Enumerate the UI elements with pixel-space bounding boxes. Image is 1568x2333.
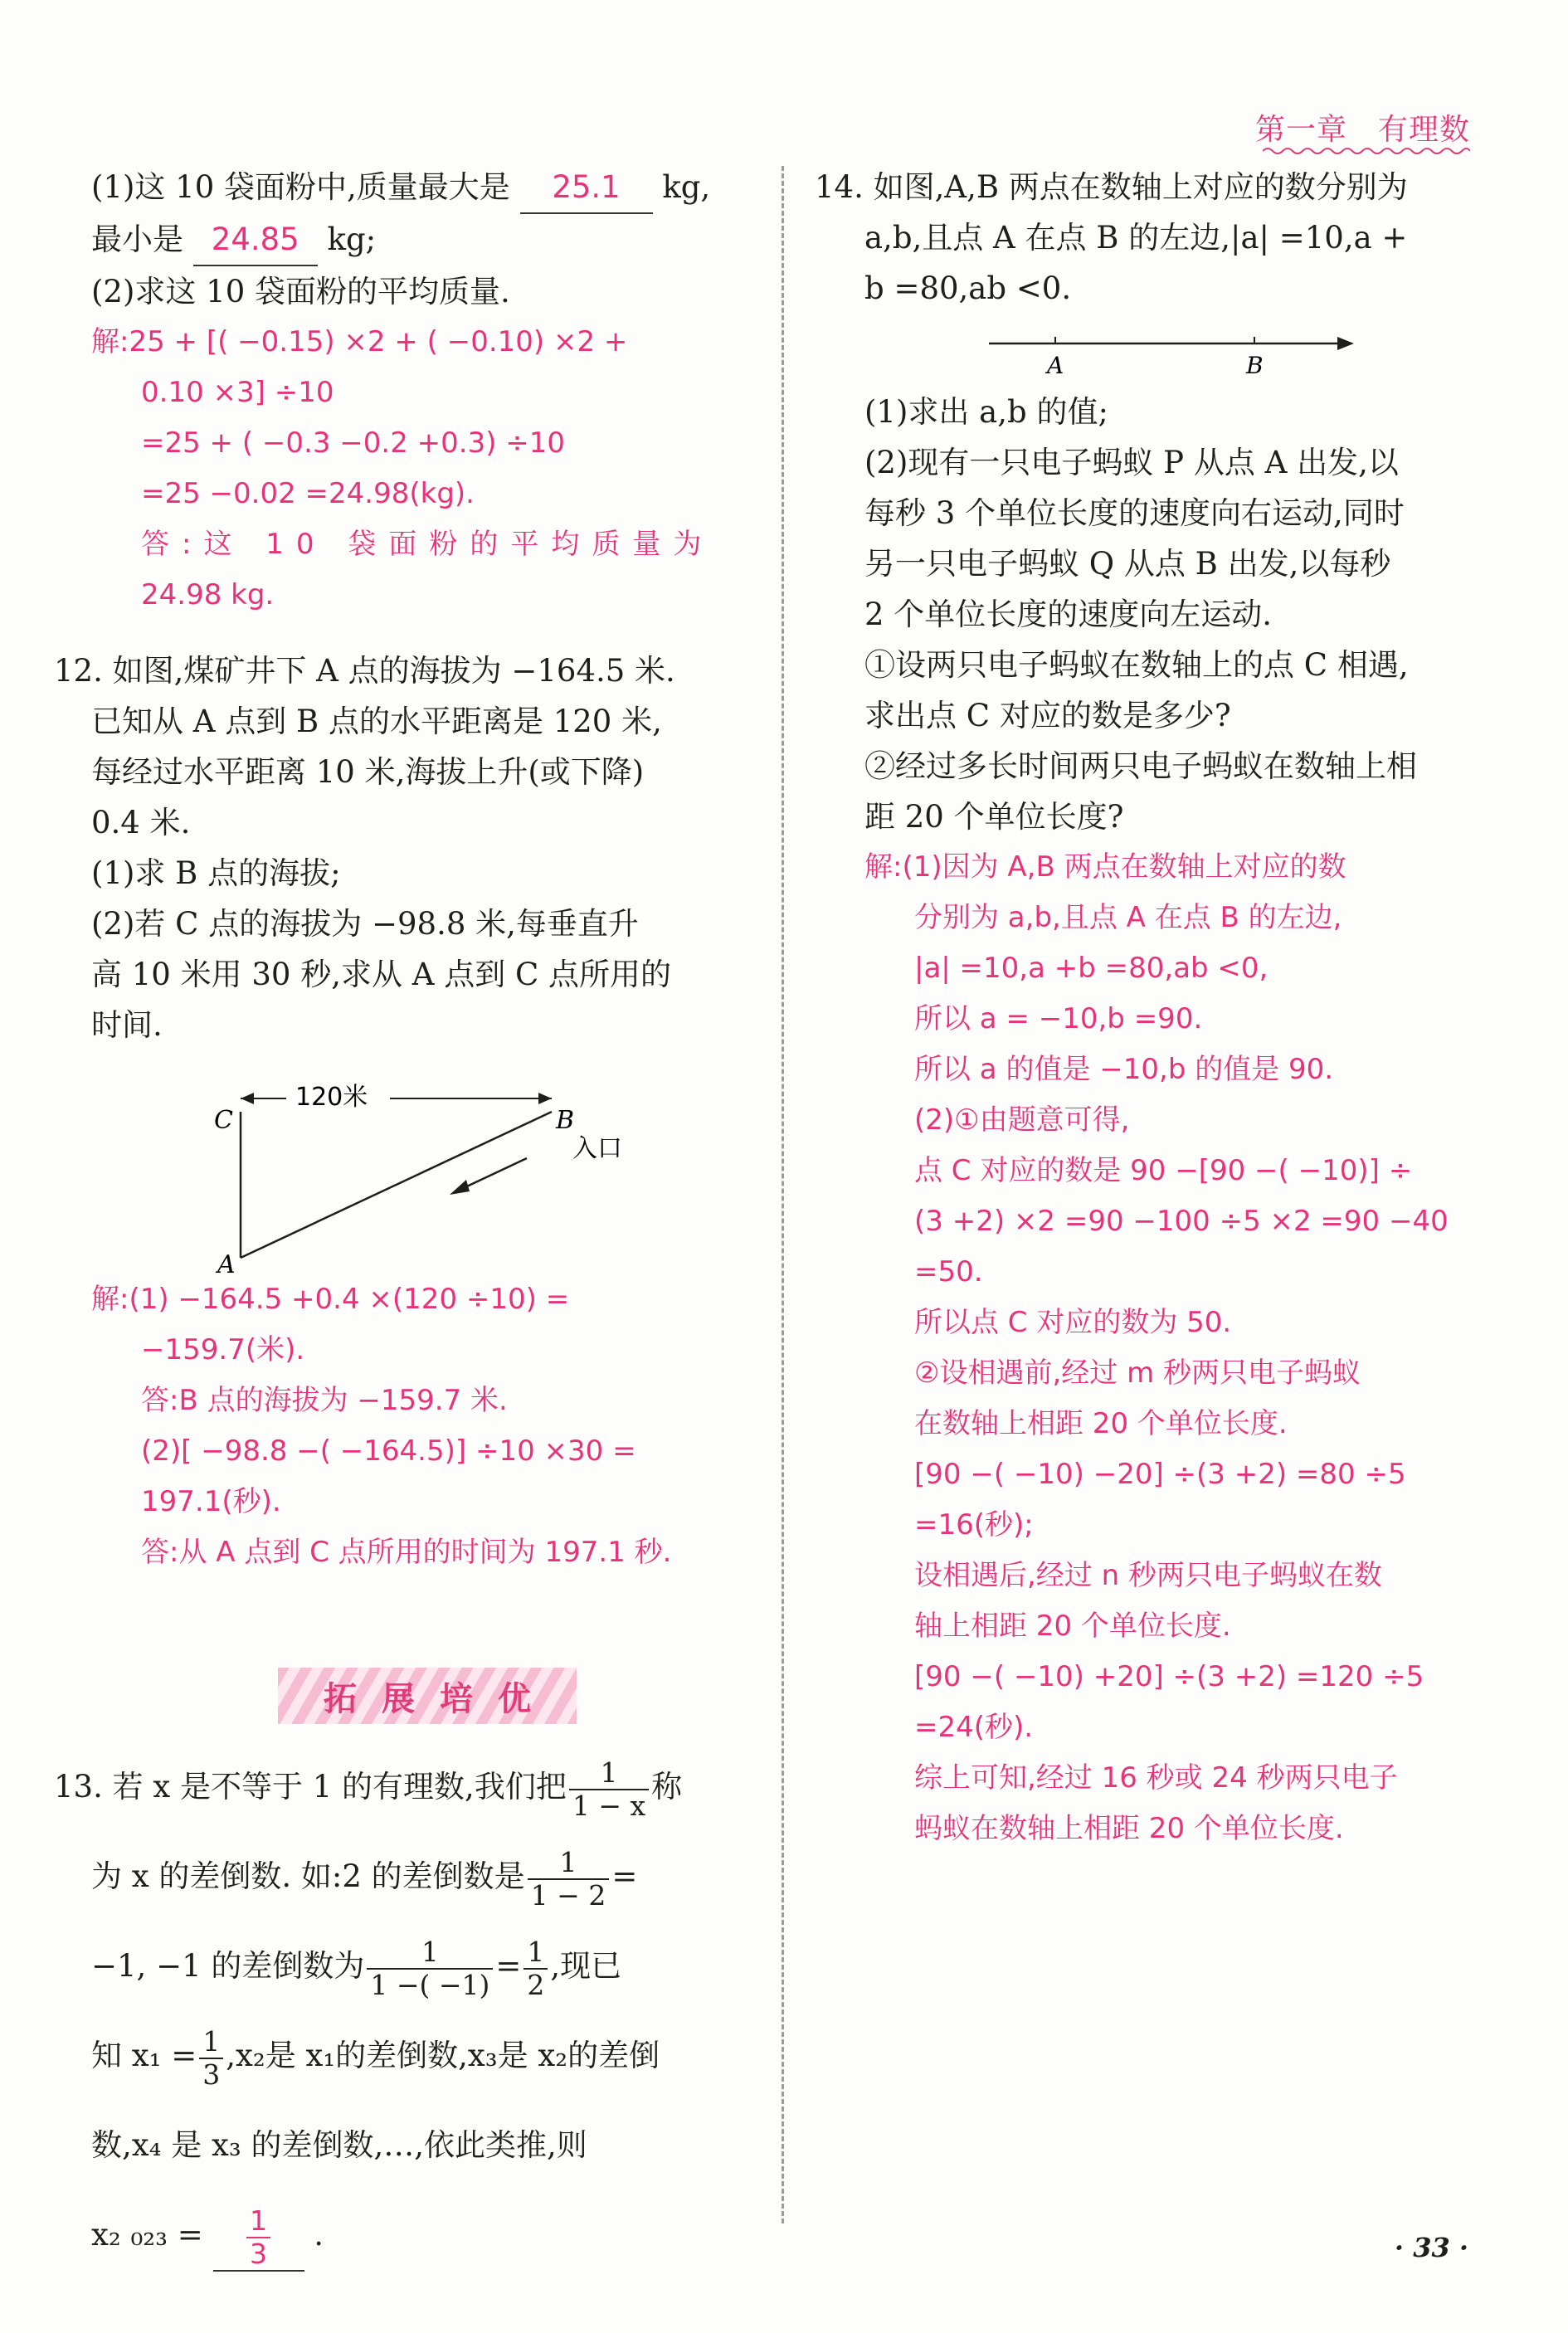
question-line: 时间. xyxy=(91,1007,163,1043)
chapter-header: 第一章 有理数 xyxy=(1254,113,1470,147)
q11-max-answer: 25.1 xyxy=(520,162,653,214)
solution-line: 所以点 C 对应的数为 50. xyxy=(914,1306,1232,1339)
fraction: $\frac{1}{2}$ xyxy=(523,1936,548,2001)
question-line: ①设两只电子蚂蚁在数轴上的点 C 相遇, xyxy=(864,647,1409,683)
question-line: a,b,且点 A 在点 B 的左边,|a| =10,a + xyxy=(864,220,1408,256)
axis-b-label: B xyxy=(1246,352,1264,379)
section-title-banner xyxy=(278,1668,577,1724)
question-line: 高 10 米用 30 秒,求从 A 点到 C 点所用的 xyxy=(91,957,672,992)
fraction: $\frac{1}{1 - x}$ xyxy=(569,1757,649,1822)
solution-line: 综上可知,经过 16 秒或 24 秒两只电子 xyxy=(914,1761,1398,1795)
solution-line: =24(秒). xyxy=(914,1711,1034,1744)
number-line-figure xyxy=(864,320,1362,387)
solution-line: 24.98 kg. xyxy=(141,578,275,611)
section-title: 拓展培优 xyxy=(324,1679,556,1718)
q13-text: 为 x 的差倒数. 如:2 的差倒数是 xyxy=(91,1858,525,1894)
question-line: 每秒 3 个单位长度的速度向右运动,同时 xyxy=(864,495,1405,531)
q14-solution xyxy=(815,842,1474,1854)
question-line: (2)若 C 点的海拔为 −98.8 米,每垂直升 xyxy=(91,906,639,942)
solution-line: 轴上相距 20 个单位长度. xyxy=(914,1610,1231,1643)
solution-line: [90 −( −10) +20] ÷(3 +2) =120 ÷5 xyxy=(914,1660,1424,1693)
fraction: $\frac{1}{3}$ xyxy=(199,2026,223,2091)
q11-min-answer: 24.85 xyxy=(193,214,318,266)
question-11-continued xyxy=(91,162,755,621)
solution-line: |a| =10,a +b =80,ab <0, xyxy=(914,952,1269,985)
q11-line1-post: kg, xyxy=(662,169,711,205)
solution-line: 解:(1)因为 A,B 两点在数轴上对应的数 xyxy=(864,850,1346,884)
q13-text: = xyxy=(495,1948,522,1984)
left-column xyxy=(54,162,755,1578)
q13-text: x₂ ₀₂₃ = xyxy=(91,2217,203,2253)
question-line: ②经过多长时间两只电子蚂蚁在数轴上相 xyxy=(864,748,1417,784)
fraction: $\frac{1}{1 -( -1)}$ xyxy=(367,1936,493,2001)
q13-answer-blank xyxy=(213,2205,304,2272)
q13-text: = xyxy=(611,1858,638,1894)
question-13 xyxy=(54,1742,759,2280)
q13-text: 知 x₁ = xyxy=(91,2038,197,2073)
question-line: 已知从 A 点到 B 点的水平距离是 120 米, xyxy=(91,704,662,739)
solution-line: (3 +2) ×2 =90 −100 ÷5 ×2 =90 −40 xyxy=(914,1205,1449,1238)
fraction: $\frac{1}{3}$ xyxy=(246,2205,270,2270)
solution-line: 解:25 + [( −0.15) ×2 + ( −0.10) ×2 + xyxy=(91,325,628,358)
solution-line: (2)[ −98.8 −( −164.5)] ÷10 ×30 = xyxy=(141,1434,636,1468)
solution-line: 所以 a = −10,b =90. xyxy=(914,1002,1203,1035)
solution-line: 答:B 点的海拔为 −159.7 米. xyxy=(141,1384,508,1417)
q11-line2-post: kg; xyxy=(327,222,377,257)
question-line: (2)现有一只电子蚂蚁 P 从点 A 出发,以 xyxy=(864,445,1399,480)
page-number: · 33 · xyxy=(1394,2232,1468,2263)
q11-line1-pre: (1)这 10 袋面粉中,质量最大是 xyxy=(91,169,510,205)
point-b-label: B xyxy=(556,1106,575,1135)
solution-line: 0.10 ×3] ÷10 xyxy=(141,376,334,409)
distance-label: 120米 xyxy=(295,1083,368,1112)
solution-line: 在数轴上相距 20 个单位长度. xyxy=(914,1407,1288,1440)
solution-line: (2)①由题意可得, xyxy=(914,1103,1130,1137)
point-a-label: A xyxy=(217,1250,236,1274)
solution-line: 设相遇后,经过 n 秒两只电子蚂蚁在数 xyxy=(914,1559,1382,1592)
question-line: 距 20 个单位长度? xyxy=(864,799,1124,835)
question-12 xyxy=(54,645,755,1578)
q11-solution xyxy=(91,317,755,621)
solution-line: =25 −0.02 =24.98(kg). xyxy=(141,477,475,510)
column-divider xyxy=(782,166,784,2223)
question-line: 每经过水平距离 10 米,海拔上升(或下降) xyxy=(91,754,645,790)
question-14 xyxy=(815,162,1474,1854)
q12-solution xyxy=(91,1274,755,1578)
solution-line: 答:从 A 点到 C 点所用的时间为 197.1 秒. xyxy=(141,1536,672,1569)
q13-text: ,现已 xyxy=(550,1948,622,1984)
question-line: (1)求 B 点的海拔; xyxy=(91,855,341,891)
q13-text: 数,x₄ 是 x₃ 的差倒数,…,依此类推,则 xyxy=(91,2127,587,2163)
q11-part2: (2)求这 10 袋面粉的平均质量. xyxy=(91,274,510,309)
solution-line: −159.7(米). xyxy=(141,1333,305,1366)
q13-text: 称 xyxy=(651,1769,683,1805)
question-line: 14. 如图,A,B 两点在数轴上对应的数分别为 xyxy=(815,169,1408,205)
question-line: b =80,ab <0. xyxy=(864,270,1072,306)
q11-line2-pre: 最小是 xyxy=(91,222,183,257)
axis-a-label: A xyxy=(1047,352,1064,379)
q13-text: . xyxy=(314,2217,324,2253)
solution-line: ②设相遇前,经过 m 秒两只电子蚂蚁 xyxy=(914,1356,1361,1390)
q13-text: ,x₂是 x₁的差倒数,x₃是 x₂的差倒 xyxy=(226,2038,660,2073)
solution-line: [90 −( −10) −20] ÷(3 +2) =80 ÷5 xyxy=(914,1458,1406,1491)
solution-line: 197.1(秒). xyxy=(141,1485,281,1518)
question-line: 0.4 米. xyxy=(91,805,191,840)
solution-line: 答:这 10 袋面粉的平均质量为 xyxy=(141,528,714,561)
solution-line: 蚂蚁在数轴上相距 20 个单位长度. xyxy=(914,1812,1344,1845)
mine-slope-figure xyxy=(141,1059,722,1274)
question-line: (1)求出 a,b 的值; xyxy=(864,394,1108,430)
q13-text: 13. 若 x 是不等于 1 的有理数,我们把 xyxy=(54,1769,567,1805)
question-line: 2 个单位长度的速度向左运动. xyxy=(864,597,1273,632)
solution-line: =25 + ( −0.3 −0.2 +0.3) ÷10 xyxy=(141,426,566,460)
question-line: 求出点 C 对应的数是多少? xyxy=(864,698,1231,733)
solution-line: =16(秒); xyxy=(914,1508,1034,1542)
right-column xyxy=(815,162,1474,1854)
solution-line: 所以 a 的值是 −10,b 的值是 90. xyxy=(914,1053,1334,1086)
fraction: $\frac{1}{1 - 2}$ xyxy=(528,1847,610,1912)
solution-line: 解:(1) −164.5 +0.4 ×(120 ÷10) = xyxy=(91,1283,570,1316)
question-line: 12. 如图,煤矿井下 A 点的海拔为 −164.5 米. xyxy=(54,653,675,689)
solution-line: 点 C 对应的数是 90 −[90 −( −10)] ÷ xyxy=(914,1154,1413,1187)
solution-line: =50. xyxy=(914,1255,983,1288)
q13-text: −1, −1 的差倒数为 xyxy=(91,1948,365,1984)
header-wave-decoration xyxy=(1263,146,1470,156)
solution-line: 分别为 a,b,且点 A 在点 B 的左边, xyxy=(914,901,1342,934)
entrance-label: 入口 xyxy=(572,1134,622,1163)
question-line: 另一只电子蚂蚁 Q 从点 B 出发,以每秒 xyxy=(864,546,1391,582)
point-c-label: C xyxy=(214,1106,233,1135)
